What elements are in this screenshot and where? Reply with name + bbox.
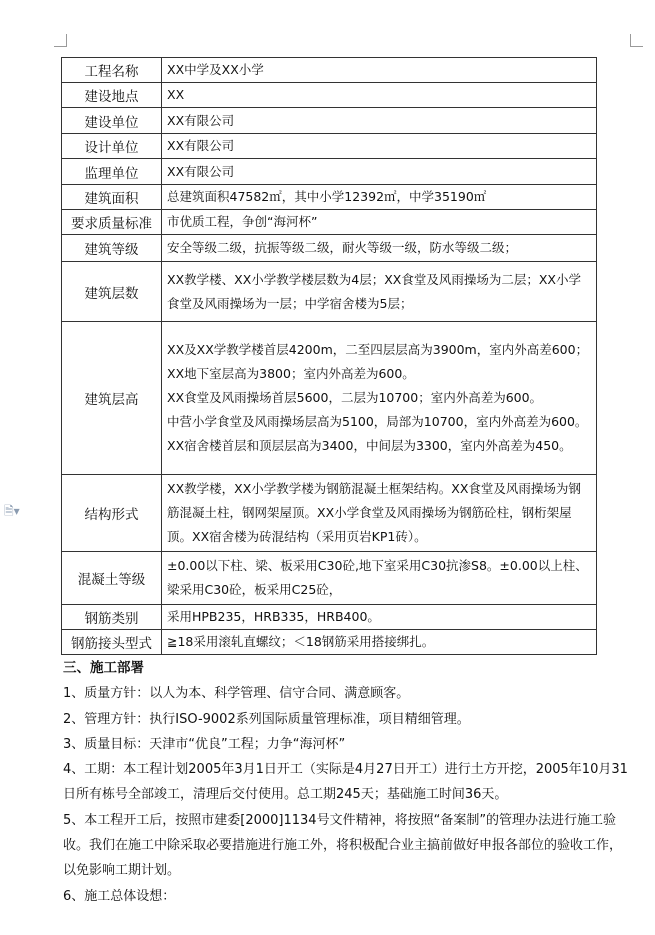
row-value: 安全等级二级，抗振等级二级，耐火等级一级，防水等级二级； (162, 235, 597, 262)
floor-height-paragraph: XX食堂及风雨操场首层5600，二层为10700；室内外高差为600。 (167, 390, 543, 405)
row-value: XX有限公司 (162, 108, 597, 134)
page-corner-mark-top-left (54, 34, 67, 47)
row-value: XX有限公司 (162, 159, 597, 185)
row-value (162, 322, 597, 475)
table-row (62, 475, 597, 552)
row-label: 工程名称 (62, 58, 162, 83)
row-value: XX中学及XX小学 (162, 58, 597, 83)
row-value: XX教学楼，XX小学教学楼为钢筋混凝土框架结构。XX食堂及风雨操场为钢筋混凝土柱，钢网架屋顶。XX小学食堂及风雨操场为钢筋砼柱，钢桁架屋顶。XX宿舍楼为砖混结构（采用页岩KP1砖）。 (162, 475, 597, 552)
row-label: 要求质量标准 (62, 210, 162, 235)
row-label: 混凝土等级 (62, 552, 162, 605)
row-label: 建设单位 (62, 108, 162, 134)
row-label: 建筑层数 (62, 262, 162, 322)
table-row (62, 210, 597, 235)
row-value: ±0.00以下柱、梁、板采用C30砼,地下室采用C30抗渗S8。±0.00以上柱、梁采用C30砼，板采用C25砼， (162, 552, 597, 605)
row-label: 监理单位 (62, 159, 162, 185)
floor-height-paragraph: 中营小学食堂及风雨操场层高为5100，局部为10700，室内外高差为600。XX宿舍楼首层和顶层层高为3400，中间层为3300，室内外高差为450。 (167, 414, 588, 453)
row-value: XX有限公司 (162, 134, 597, 159)
table-row (62, 185, 597, 210)
row-value: XX (162, 83, 597, 108)
table-row (62, 605, 597, 630)
section-item: 4、工期：本工程计划2005年3月1日开工（实际是4月27日开工）进行土方开挖，2005年10月31日所有栋号全部竣工，清理后交付使用。总工期245天；基础施工时间36天。 (63, 762, 628, 803)
row-label: 设计单位 (62, 134, 162, 159)
table-row (62, 235, 597, 262)
row-label: 钢筋类别 (62, 605, 162, 630)
table-row (62, 322, 597, 475)
table-row (62, 108, 597, 134)
table-row (62, 58, 597, 83)
section-item: 1、质量方针：以人为本、科学管理、信守合同、满意顾客。 (63, 686, 410, 702)
table-row (62, 262, 597, 322)
table-row (62, 552, 597, 605)
section-title: 三、施工部署 (63, 660, 144, 676)
row-value: 总建筑面积47582㎡，其中小学12392㎡，中学35190㎡ (162, 185, 597, 210)
row-value: XX教学楼、XX小学教学楼层数为4层；XX食堂及风雨操场为二层；XX小学食堂及风雨操场为一层；中学宿舍楼为5层； (162, 262, 597, 322)
section-item: 3、质量目标：天津市“优良”工程；力争“海河杯” (63, 736, 346, 752)
row-label: 建筑等级 (62, 235, 162, 262)
table-row (62, 630, 597, 655)
section-item: 5、本工程开工后，按照市建委[2000]1134号文件精神，将按照“备案制”的管理办法进行施工验收。我们在施工中除采取必要措施进行施工外，将积极配合业主搞前做好申报各部位的验收工作，以免影响工期计划。 (63, 812, 623, 879)
row-label: 建设地点 (62, 83, 162, 108)
row-value: ≧18采用滚轧直螺纹；＜18钢筋采用搭接绑扎。 (162, 630, 597, 655)
construction-deployment-section (63, 656, 633, 909)
row-value: 采用HPB235，HRB335，HRB400。 (162, 605, 597, 630)
table-row (62, 159, 597, 185)
table-row (62, 134, 597, 159)
row-label: 钢筋接头型式 (62, 630, 162, 655)
table-row (62, 83, 597, 108)
section-item: 2、管理方针：执行ISO-9002系列国际质量管理标准，项目精细管理。 (63, 711, 470, 727)
floor-height-paragraph: XX及XX学教学楼首层4200m，二至四层层高为3900m，室内外高差600；XX地下室层高为3800；室内外高差为600。 (167, 342, 589, 381)
section-item: 6、施工总体设想： (63, 888, 176, 904)
document-options-icon[interactable]: 🗎▾ (4, 504, 20, 518)
row-label: 建筑面积 (62, 185, 162, 210)
page-corner-mark-top-right (630, 34, 643, 47)
row-label: 结构形式 (62, 475, 162, 552)
project-info-table (61, 57, 597, 655)
row-label: 建筑层高 (62, 322, 162, 475)
row-value: 市优质工程，争创“海河杯” (162, 210, 597, 235)
